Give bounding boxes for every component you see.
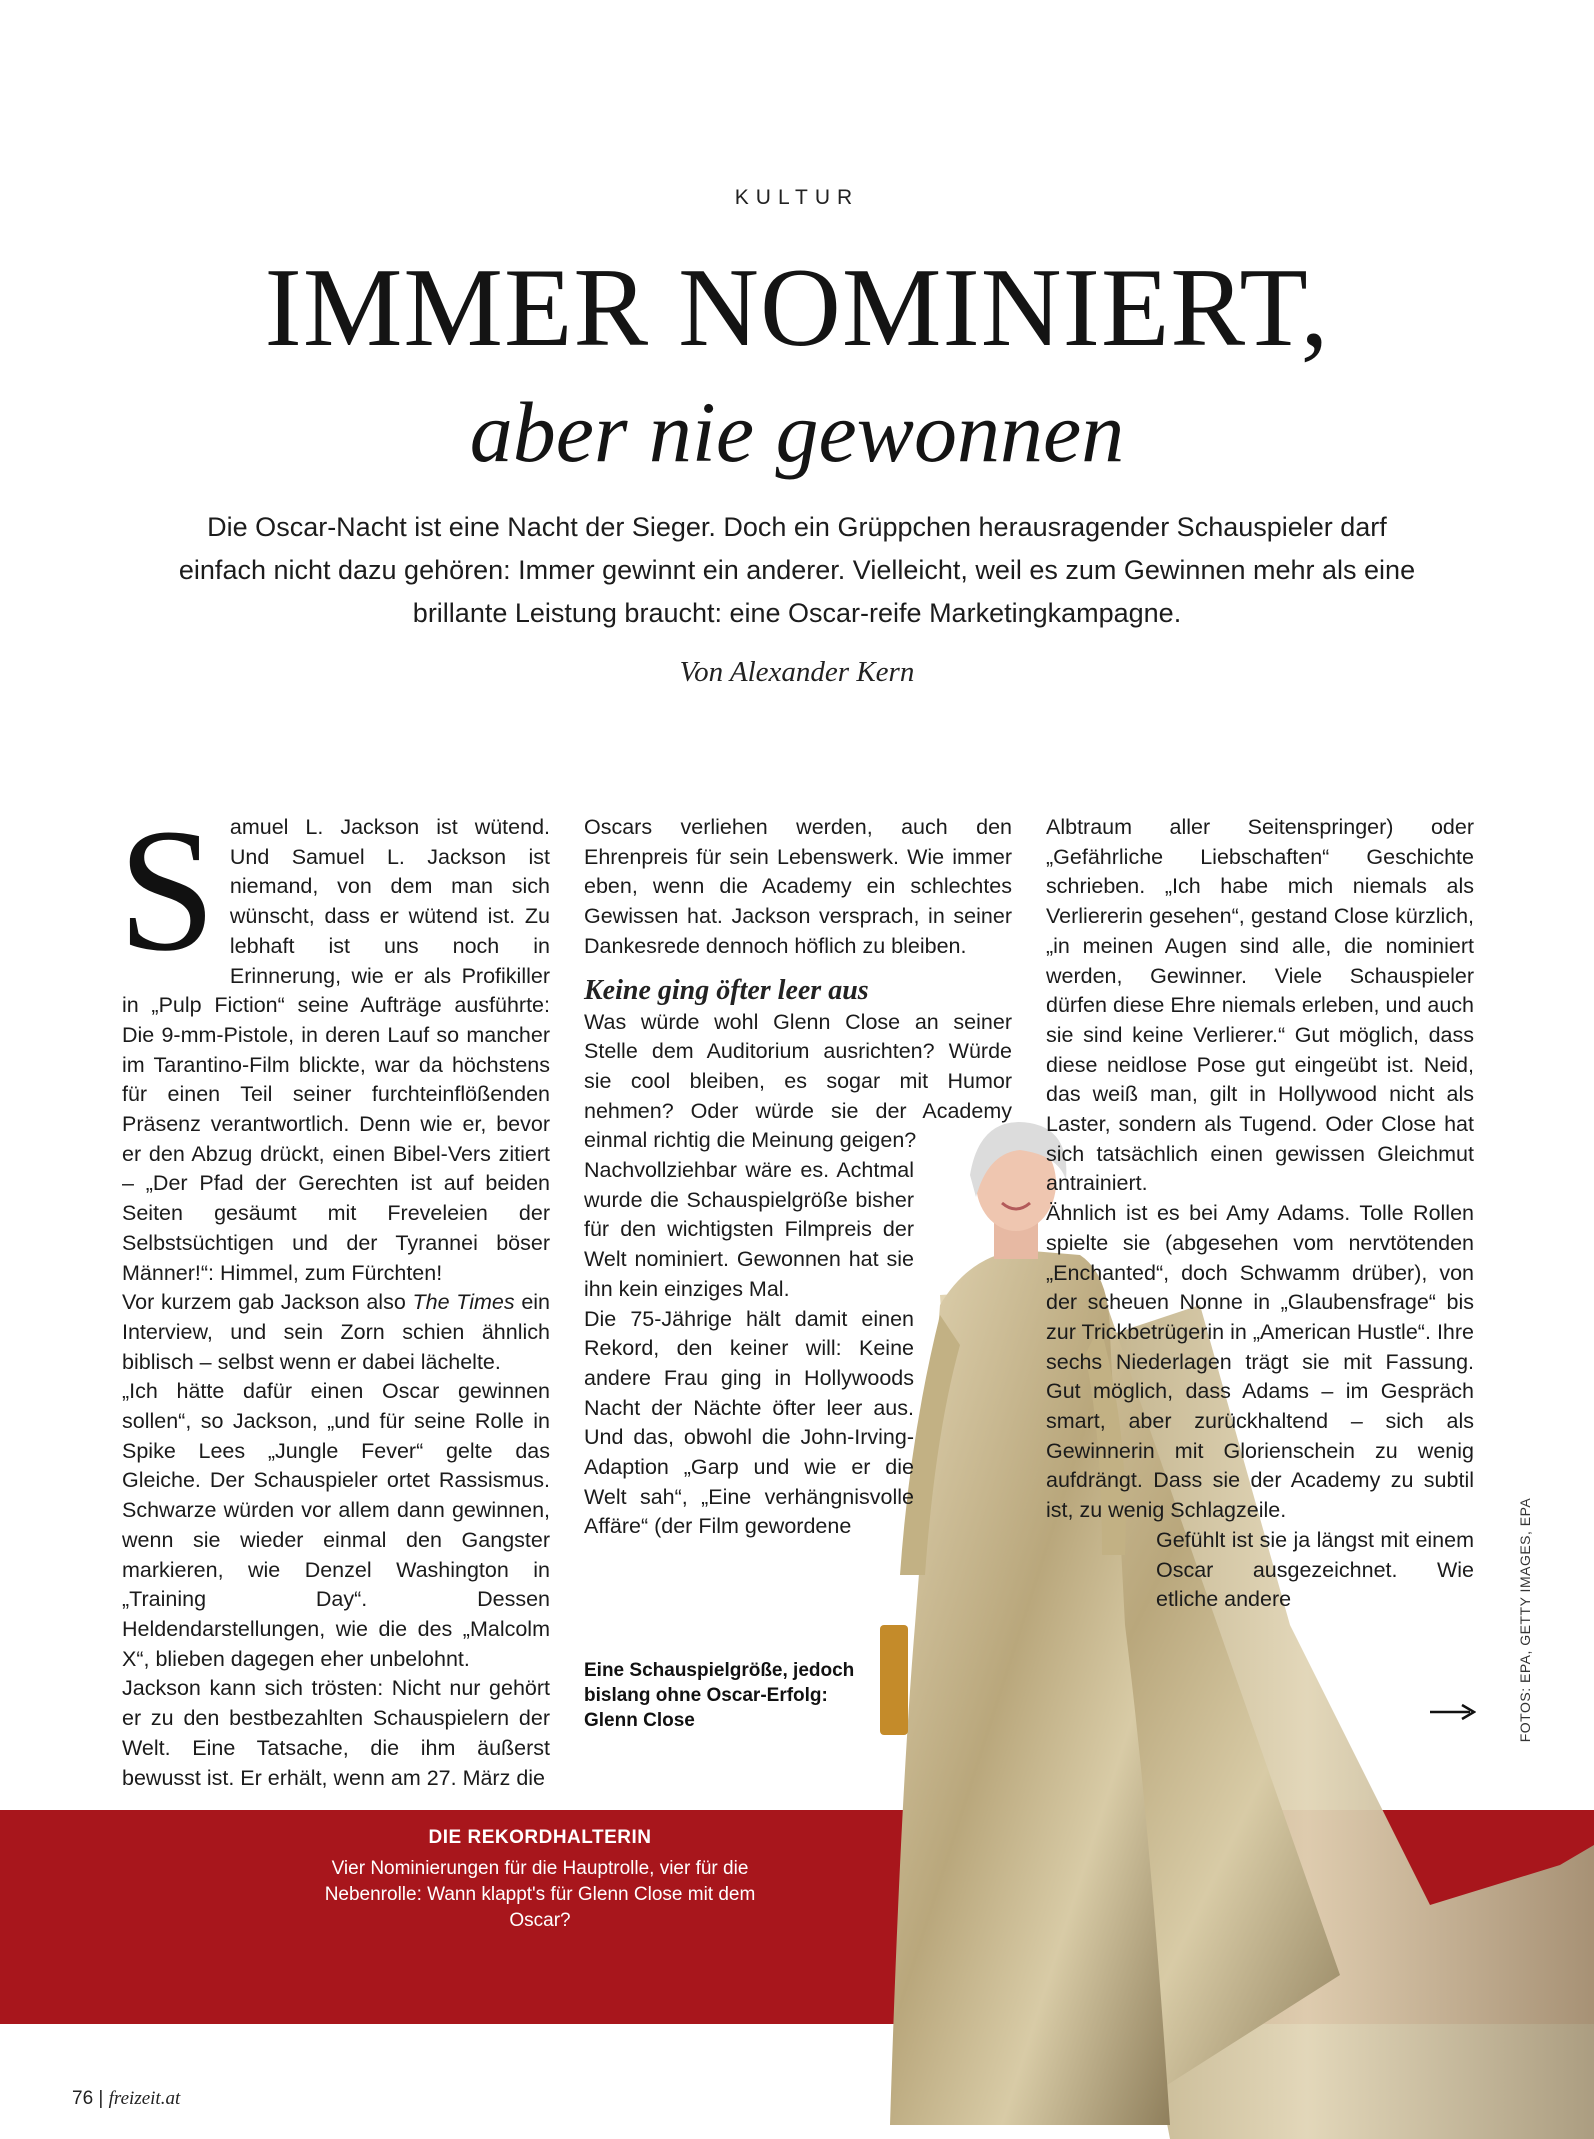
continue-arrow-icon [1430,1702,1476,1722]
publication-name: The Times [412,1290,515,1315]
photo-credit [1508,1497,1542,1743]
page-footer [72,2088,180,2110]
section-subhead: Keine ging öfter leer aus [584,974,869,1006]
subheadline: aber nie gewonnen [469,384,1125,480]
body-paragraph: Was würde wohl Glenn Close an seiner Stelle dem Auditorium ausrichten? Würde sie cool bleiben, es sogar mit Humor nehmen? Oder würde sie der Academy einmal richtig die Meinung geigen? [584,1009,1012,1153]
site-name: freizeit.at [108,2088,181,2109]
drop-cap: S [118,793,216,988]
body-paragraph: Jackson kann sich trösten: Nicht nur gehört er zu den bestbezahlten Schauspielern der Welt. Eine Tatsache, die ihm äußerst bewusst ist. Er erhält, wenn am 27. März die [122,1676,550,1790]
body-text: ein Interview, und sein Zorn schien ähnlich biblisch – selbst wenn er dabei lächelte. [122,1290,551,1374]
body-paragraph: amuel L. Jackson ist wütend. Und Samuel L. Jackson ist niemand, von dem man sich wünscht, dass er wütend ist. Zu lebhaft ist uns noch in Erinnerung, wie er als Profikiller in „Pulp Fiction“ seine Aufträge ausführte: Die 9-mm-Pistole, in deren Lauf so mancher im Tarantino-Film blickte, war da höchstens für einen Teil seiner furchteinflößenden Präsenz verantwortlich. Denn wie er, bevor er den Abzug drückt, einen Bibel-Vers zitiert – „Der Pfad der Gerechten ist auf beiden Seiten gesäumt mit Freveleien der Selbstsüchtigen und der Tyrannei böser Männer!“: Himmel, zum Fürchten! [122,815,550,1285]
body-paragraph: Ähnlich ist es bei Amy Adams. Tolle Rollen spielte sie (abgesehen vom nervtötenden „Enchanted“, doch Schwamm drüber), von der scheuen Nonne in „Glaubensfrage“ bis zur Trickbetrügerin in „American Hustle“. Ihre sechs Niederlagen trägt sie mit Fassung. Gut möglich, dass Adams – im Gespräch smart, aber zurückhaltend – sich als Gewinnerin mit Glorienschein zu wenig aufdrängt. Dass sie der Academy zu subtil ist, zu wenig Schlagzeile. [1046,1201,1474,1523]
body-paragraph [122,1288,550,1377]
body-paragraph: Gefühlt ist sie ja längst mit einem Oscar ausgezeichnet. Wie etliche andere [1156,1527,1474,1612]
infobox-text: Vier Nominierungen für die Hauptrolle, vier für die Nebenrolle: Wann klappt's für Glenn Close mit dem Oscar? [324,1858,756,1931]
lead-paragraph: Die Oscar-Nacht ist eine Nacht der Sieger. Doch ein Grüppchen herausragender Schauspieler darf einfach nicht dazu gehören: Immer gewinnt ein anderer. Vielleicht, weil es zum Gewinnen mehr als eine brillante Leistung braucht: eine Oscar-reife Marketingkampagne. [178,512,1416,628]
byline: Von Alexander Kern [679,656,915,688]
body-text: Vor kurzem gab Jackson also [122,1290,413,1315]
section-label: KULTUR [734,186,860,209]
body-paragraph: Nachvollziehbar wäre es. Achtmal wurde die Schauspielgröße bisher für den wichtigsten Filmpreis der Welt nominiert. Gewonnen hat sie ihn kein einziges Mal. [584,1158,914,1301]
article-column-2 [584,813,1012,1542]
infobox-title: DIE REKORDHALTERIN [428,1827,652,1848]
page-number: 76 [72,2088,94,2109]
footer-separator: | [98,2088,104,2109]
body-paragraph: Oscars verliehen werden, auch den Ehrenpreis für sein Lebenswerk. Wie immer eben, wenn die Academy ein schlechtes Gewissen hat. Jackson versprach, in seiner Dankesrede dennoch höflich zu bleiben. [584,815,1012,958]
body-paragraph: Albtraum aller Seitenspringer) oder „Gefährliche Liebschaften“ Geschichte schrieben. „Ich habe mich niemals als Verliererin gesehen“, gestand Close kürzlich, „in meinen Augen sind alle, die nominiert werden, Gewinner. Viele Schauspieler dürfen diese Ehre niemals erleben, und auch sie sind keine Verlierer.“ Gut möglich, dass diese neidlose Pose gut eingeübt ist. Neid, das weiß man, gilt in Hollywood nicht als Laster, sondern als Tugend. Oder Close hat sich tatsächlich einen gewissen Gleichmut antrainiert. [1046,815,1474,1196]
photo-credit-text: FOTOS: EPA, GETTY IMAGES, EPA [1517,1497,1533,1743]
photo-caption: Eine Schauspielgröße, jedoch bislang ohne Oscar-Erfolg: Glenn Close [584,1660,855,1731]
headline: IMMER NOMINIERT, [264,246,1330,370]
body-paragraph: Die 75-Jährige hält damit einen Rekord, den keiner will: Keine andere Frau ging in Hollywoods Nacht der Nächte öfter leer aus. Und das, obwohl die John-Irving-Adaption „Garp und wie er die Welt sah“, „Eine verhängnisvolle Affäre“ (der Film gewordene [584,1306,914,1539]
article-column-3 [1046,813,1474,1615]
body-paragraph: „Ich hätte dafür einen Oscar gewinnen sollen“, so Jackson, „und für seine Rolle in Spike Lees „Jungle Fever“ gelte das Gleiche. Der Schauspieler ortet Rassismus. Schwarze würden vor allem dann gewinnen, wenn sie wieder einmal den Gangster markieren, wie Denzel Washington in „Training Day“. Dessen Heldendarstellungen, wie die des „Malcolm X“, blieben dagegen eher unbelohnt. [122,1379,550,1671]
article-column-1 [118,793,551,1793]
